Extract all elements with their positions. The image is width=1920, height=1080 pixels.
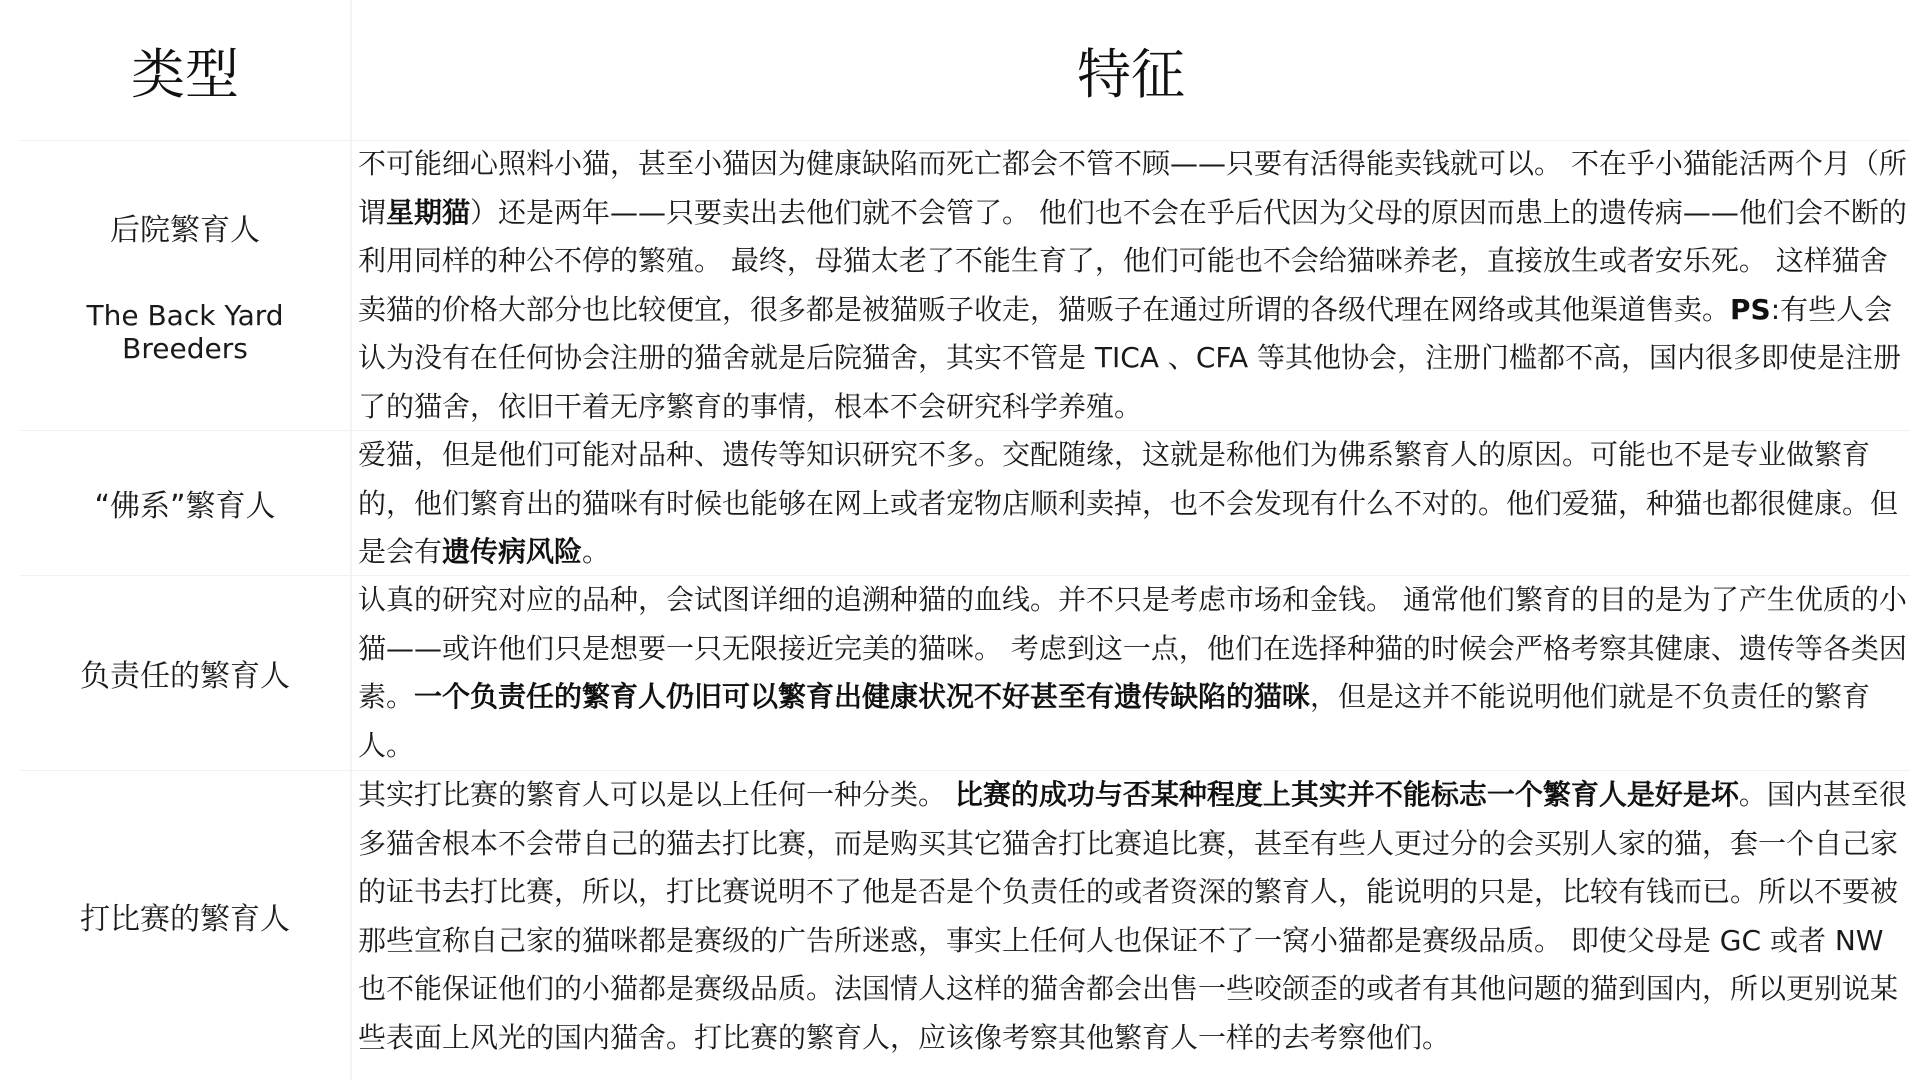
feature-text: 其实打比赛的繁育人可以是以上任何一种分类。 — [358, 778, 955, 811]
feature-text: 认真的研究对应的品种，会试图详细的追溯种猫的血线。并不只是考虑市场和金钱。 通常他们繁育的目的是为了产生优质的小猫——或许他们只是想要一只无限接近完美的猫咪。 考虑到这一点，他们在选择种猫的时候会严格考察其健康、遗传等各类因素。 — [358, 583, 1907, 713]
type-label-zh: 后院繁育人 — [110, 213, 260, 248]
column-divider — [350, 0, 352, 1080]
feature-text: 。国内甚至很多猫舍根本不会带自己的猫去打比赛，而是购买其它猫舍打比赛追比赛，甚至有些人更过分的会买别人家的猫，套一个自己家的证书去打比赛，所以，打比赛说明不了他是否是个负责任的或者资深的繁育人，能说明的只是，比较有钱而已。所以不要被那些宣称自己家的猫咪都是赛级的广告所迷惑，事实上任何人也保证不了一窝小猫都是赛级品质。 即使父母是 GC 或者 NW 也不能保证他们的小猫都是赛级品质。法国情人这样的猫舍都会出售一些咬颌歪的或者有其他问题的猫到国内，所以更别说某些表面上风光的国内猫舍。打比赛的繁育人，应该像考察其他繁育人一样的去考察他们。 — [358, 778, 1907, 1054]
feature-text: 。 — [582, 535, 611, 568]
feature-cell-backyard — [358, 140, 1908, 431]
feature-cell-responsible — [358, 576, 1908, 770]
emphasis-text: 比赛的成功与否某种程度上其实并不能标志一个繁育人是好是坏 — [954, 778, 1739, 811]
feature-cell-competition — [358, 771, 1908, 1062]
feature-text: 不可能细心照料小猫，甚至小猫因为健康缺陷而死亡都会不管不顾——只要有活得能卖钱就可以。 不在乎小猫能活两个月（所谓 — [358, 147, 1907, 229]
type-cell-backyard — [20, 140, 350, 430]
feature-text: 爱猫，但是他们可能对品种、遗传等知识研究不多。交配随缘，这就是称他们为佛系繁育人的原因。可能也不是专业做繁育的，他们繁育出的猫咪有时候也能够在网上或者宠物店顺利卖掉，也不会发现有什么不对的。他们爱猫，种猫也都很健康。但是会有 — [358, 438, 1899, 568]
emphasis-text: 星期猫 — [386, 195, 471, 229]
emphasis-text: 遗传病风险 — [442, 535, 583, 568]
type-label-zh: “佛系”繁育人 — [94, 488, 276, 524]
header-type: 类型 — [131, 42, 239, 106]
type-cell-competition — [20, 770, 350, 1062]
feature-text: ，但是这并不能说明他们就是不负责任的繁育人。 — [358, 680, 1871, 762]
feature-text: ）还是两年——只要卖出去他们就不会管了。 他们也不会在乎后代因为父母的原因而患上的遗传病——他们会不断的利用同样的种公不停的繁殖。 最终，母猫太老了不能生育了，他们可能也不会给猫咪养老，直接放生或者安乐死。 这样猫舍卖猫的价格大部分也比较便宜，很多都是被猫贩子收走，猫贩子在通过所谓的各级代理在网络或其他渠道售卖。 — [358, 195, 1907, 326]
type-label-en: The Back Yard Breeders — [86, 299, 284, 365]
emphasis-text: PS — [1730, 292, 1771, 326]
breeder-types-table — [20, 0, 1910, 1080]
feature-text: :有些人会认为没有在任何协会注册的猫舍就是后院猫舍，其实不管是 TICA 、CFA 等其他协会，注册门槛都不高，国内很多即使是注册了的猫舍，依旧干着无序繁育的事情，根本不会研究科学养殖。 — [358, 292, 1902, 423]
type-cell-responsible — [20, 575, 350, 770]
type-label-zh: 打比赛的繁育人 — [80, 902, 290, 937]
feature-cell-buddhist — [358, 431, 1908, 577]
type-label-zh: 负责任的繁育人 — [80, 658, 290, 694]
emphasis-text: 一个负责任的繁育人仍旧可以繁育出健康状况不好甚至有遗传缺陷的猫咪 — [414, 680, 1311, 713]
header-features: 特征 — [1077, 42, 1185, 106]
type-cell-buddhist — [20, 430, 350, 575]
